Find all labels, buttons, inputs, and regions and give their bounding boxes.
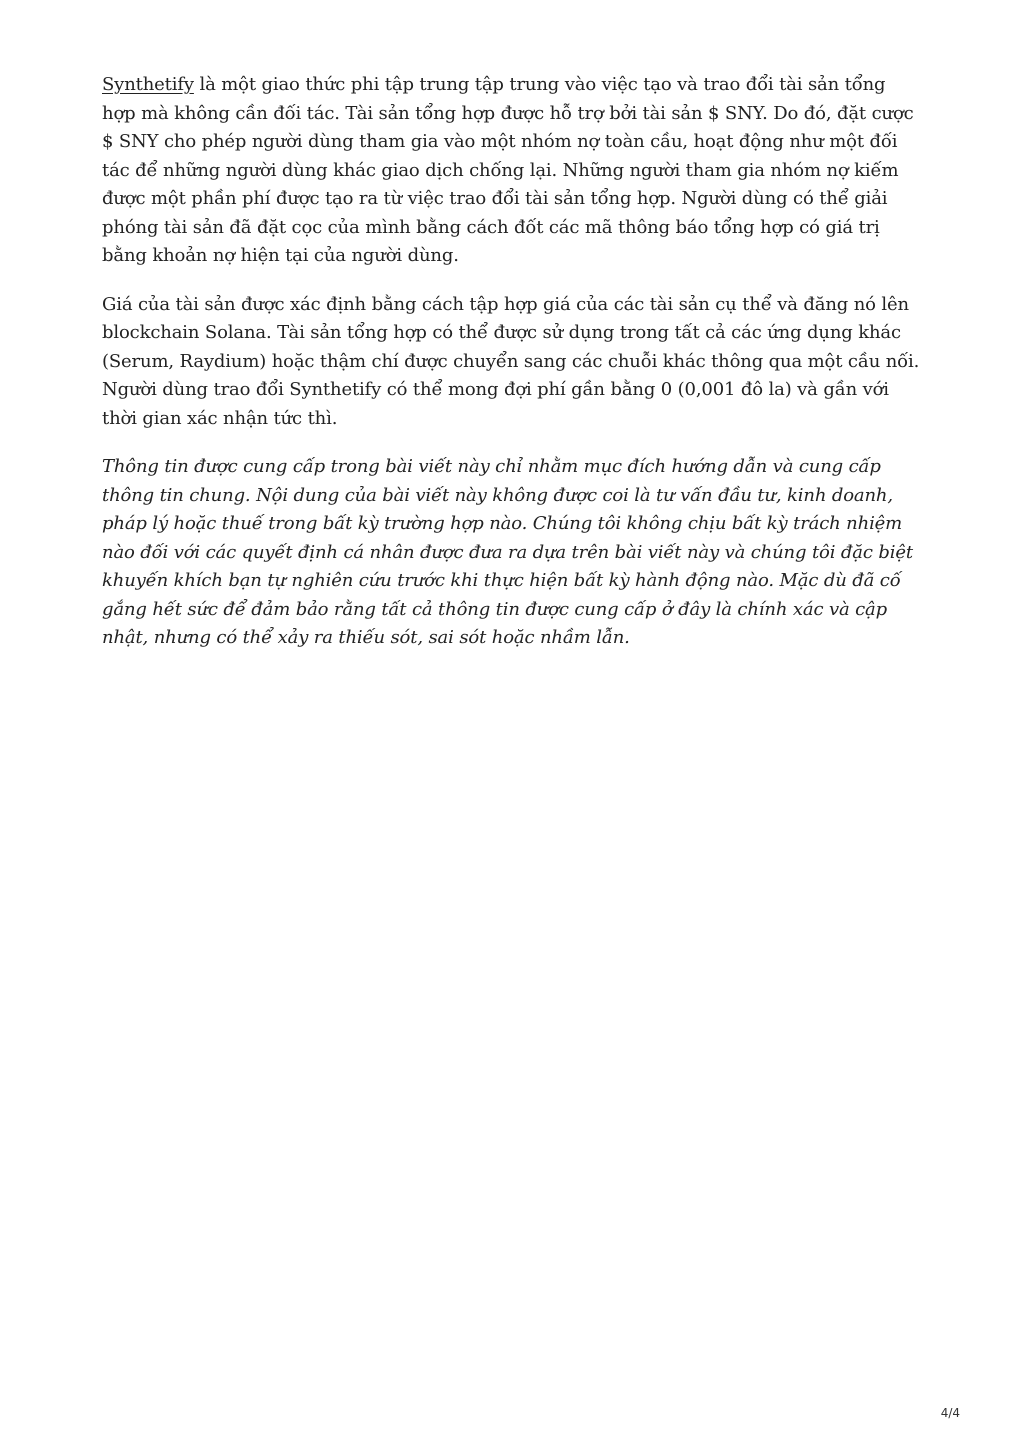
paragraph-asset-pricing: Giá của tài sản được xác định bằng cách tập hợp giá của các tài sản cụ thể và đăng nó lên blockchain Solana. Tài sản tổng hợp có thể được sử dụng trong tất cả các ứng dụng khác (Serum, Raydium) hoặc thậm chí được chuyển sang các chuỗi khác thông qua một cầu nối. Người dùng trao đổi Synthetify có thể mong đợi phí gần bằng 0 (0,001 đô la) và gần với thời gian xác nhận tức thì. (102, 293, 920, 429)
synthetify-link[interactable]: Synthetify (102, 74, 194, 95)
article-body (102, 71, 924, 673)
page-number: 4/4 (940, 1406, 960, 1420)
paragraph-intro-text: là một giao thức phi tập trung tập trung vào việc tạo và trao đổi tài sản tổng hợp mà không cần đối tác. Tài sản tổng hợp được hỗ trợ bởi tài sản $ SNY. Do đó, đặt cược $ SNY cho phép người dùng tham gia vào một nhóm nợ toàn cầu, hoạt động như một đối tác để những người dùng khác giao dịch chống lại. Những người tham gia nhóm nợ kiếm được một phần phí được tạo ra từ việc trao đổi tài sản tổng hợp. Người dùng có thể giải phóng tài sản đã đặt cọc của mình bằng cách đốt các mã thông báo tổng hợp có giá trị bằng khoản nợ hiện tại của người dùng. (102, 74, 914, 266)
paragraph-synthetify-intro (102, 71, 924, 271)
disclaimer-paragraph: Thông tin được cung cấp trong bài viết này chỉ nhằm mục đích hướng dẫn và cung cấp thông tin chung. Nội dung của bài viết này không được coi là tư vấn đầu tư, kinh doanh, pháp lý hoặc thuế trong bất kỳ trường hợp nào. Chúng tôi không chịu bất kỳ trách nhiệm nào đối với các quyết định cá nhân được đưa ra dựa trên bài viết này và chúng tôi đặc biệt khuyến khích bạn tự nghiên cứu trước khi thực hiện bất kỳ hành động nào. Mặc dù đã cố gắng hết sức để đảm bảo rằng tất cả thông tin được cung cấp ở đây là chính xác và cập nhật, nhưng có thể xảy ra thiếu sót, sai sót hoặc nhầm lẫn. (102, 456, 913, 648)
